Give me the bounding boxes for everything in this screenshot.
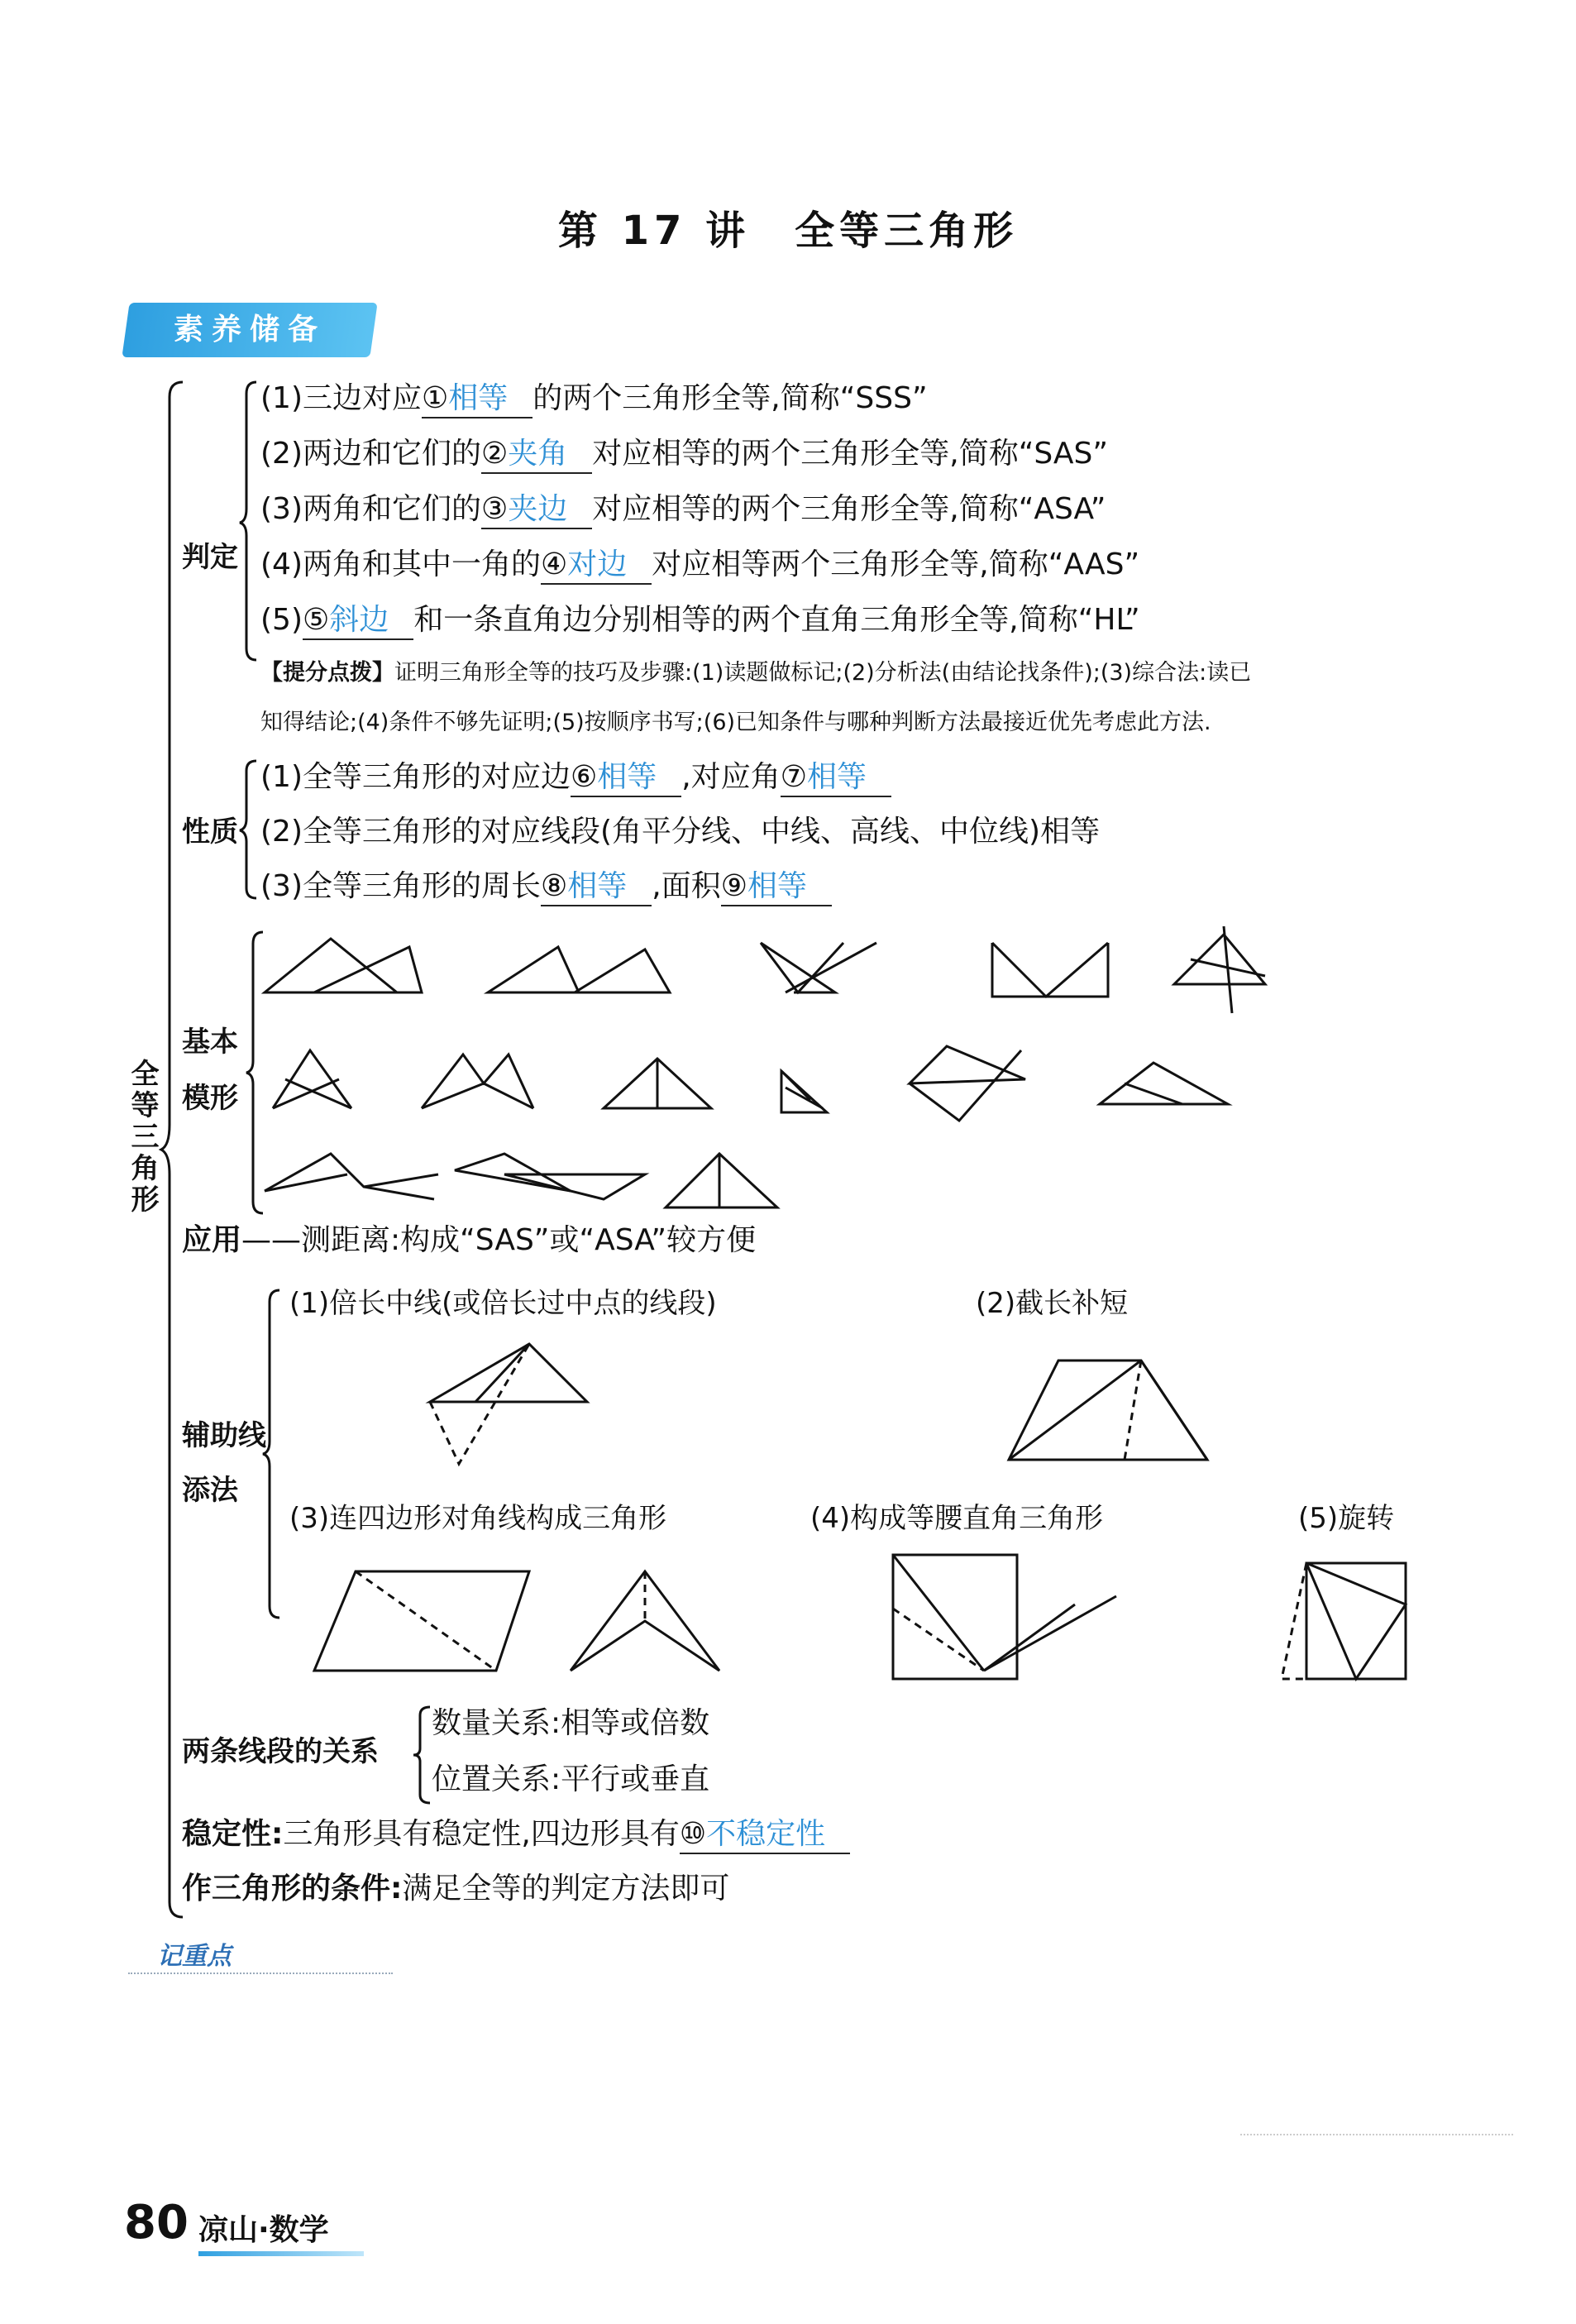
basic-label-1: 基本	[182, 1026, 238, 1059]
model-1-5	[1174, 926, 1265, 1013]
two-seg-row-2: 位置关系:平行或垂直	[432, 1762, 710, 1796]
note-label: 记重点	[157, 1942, 232, 1971]
judge-label: 判定	[182, 541, 238, 574]
book-title: 凉山·数学	[198, 2213, 329, 2247]
aux-label-2: 添法	[182, 1474, 238, 1507]
application-row	[182, 1222, 756, 1259]
aux-fig-2	[1009, 1360, 1207, 1460]
basic-models-figures	[248, 926, 1323, 1224]
model-2-3	[604, 1059, 711, 1108]
construct-row: 作三角形的条件:满足全等的判定方法即可	[182, 1872, 730, 1906]
property-row-3: (3)全等三角形的周长⑧相等 ,面积⑨相等	[260, 868, 832, 906]
stability-row: 稳定性:三角形具有稳定性,四边形具有⑩不稳定性	[182, 1816, 850, 1854]
judge-row-5: (5)⑤斜边 和一条直角边分别相等的两个直角三角形全等,简称“HL”	[260, 602, 1140, 640]
note-divider	[128, 1973, 393, 1974]
section-badge	[122, 303, 377, 357]
footer-accent	[198, 2251, 364, 2256]
model-3-1	[265, 1154, 438, 1199]
application-text: ——测距离:构成“SAS”或“ASA”较方便	[241, 1223, 757, 1257]
judge-row-3: (3)两角和它们的③夹边 对应相等的两个三角形全等,简称“ASA”	[260, 491, 1106, 529]
page-title: 第 17 讲 全等三角形	[557, 208, 1019, 254]
model-2-1	[273, 1050, 351, 1108]
model-3-3	[666, 1154, 777, 1207]
main-brace	[161, 380, 186, 1919]
model-1-2	[488, 947, 670, 992]
model-2-6	[1100, 1063, 1228, 1104]
aux-label-1: 辅助线	[182, 1419, 266, 1452]
model-1-4	[992, 943, 1108, 997]
aux-method-1: (1)倍长中线(或倍长过中点的线段)	[289, 1287, 717, 1320]
note-line	[1240, 2134, 1513, 2135]
tip-line-1: 【提分点拨】证明三角形全等的技巧及步骤:(1)读题做标记;(2)分析法(由结论找条件);(3)综合法:读已	[260, 660, 1252, 686]
aux-method-2: (2)截长补短	[976, 1287, 1129, 1320]
judge-row-2: (2)两边和它们的②夹角 对应相等的两个三角形全等,简称“SAS”	[260, 436, 1108, 474]
aux-brace	[263, 1289, 281, 1619]
model-2-4	[781, 1071, 827, 1112]
topic-label	[126, 1059, 159, 1223]
aux-fig-6	[893, 1555, 1116, 1679]
two-seg-row-1: 数量关系:相等或倍数	[432, 1706, 710, 1740]
aux-fig-7	[1282, 1563, 1406, 1679]
property-row-1: (1)全等三角形的对应边⑥相等 ,对应角⑦相等	[260, 759, 891, 797]
tip-line-2: 知得结论;(4)条件不够先证明;(5)按顺序书写;(6)已知条件与哪种判断方法最接近优先考虑此方法.	[260, 710, 1211, 735]
property-label: 性质	[182, 815, 238, 849]
property-row-2: (2)全等三角形的对应线段(角平分线、中线、高线、中位线)相等	[260, 815, 1101, 849]
judge-brace	[240, 380, 258, 662]
aux-fig-4	[314, 1571, 529, 1671]
aux-fig-1	[430, 1344, 587, 1464]
property-brace	[240, 759, 258, 900]
aux-method-4: (4)构成等腰直角三角形	[810, 1502, 1104, 1535]
basic-label-2: 模形	[182, 1082, 238, 1115]
topic-text: 全等三角形	[126, 1059, 159, 1216]
two-seg-label: 两条线段的关系	[182, 1735, 379, 1768]
aux-method-5: (5)旋转	[1298, 1502, 1395, 1535]
judge-row-1: (1)三边对应①相等 的两个三角形全等,简称“SSS”	[260, 380, 928, 418]
section-badge-label: 素养储备	[173, 313, 326, 347]
model-2-5	[910, 1046, 1025, 1121]
application-label: 应用	[182, 1223, 242, 1257]
model-2-2	[422, 1054, 533, 1108]
model-3-2	[455, 1154, 645, 1199]
aux-method-3: (3)连四边形对角线构成三角形	[289, 1502, 667, 1535]
page-number: 80	[124, 2196, 189, 2250]
aux-figures	[413, 1323, 1447, 1687]
aux-fig-5	[571, 1571, 719, 1671]
model-1-3	[761, 943, 876, 992]
two-seg-brace	[413, 1705, 432, 1805]
model-1-1	[265, 939, 422, 992]
judge-row-4: (4)两角和其中一角的④对边 对应相等两个三角形全等,简称“AAS”	[260, 547, 1139, 585]
